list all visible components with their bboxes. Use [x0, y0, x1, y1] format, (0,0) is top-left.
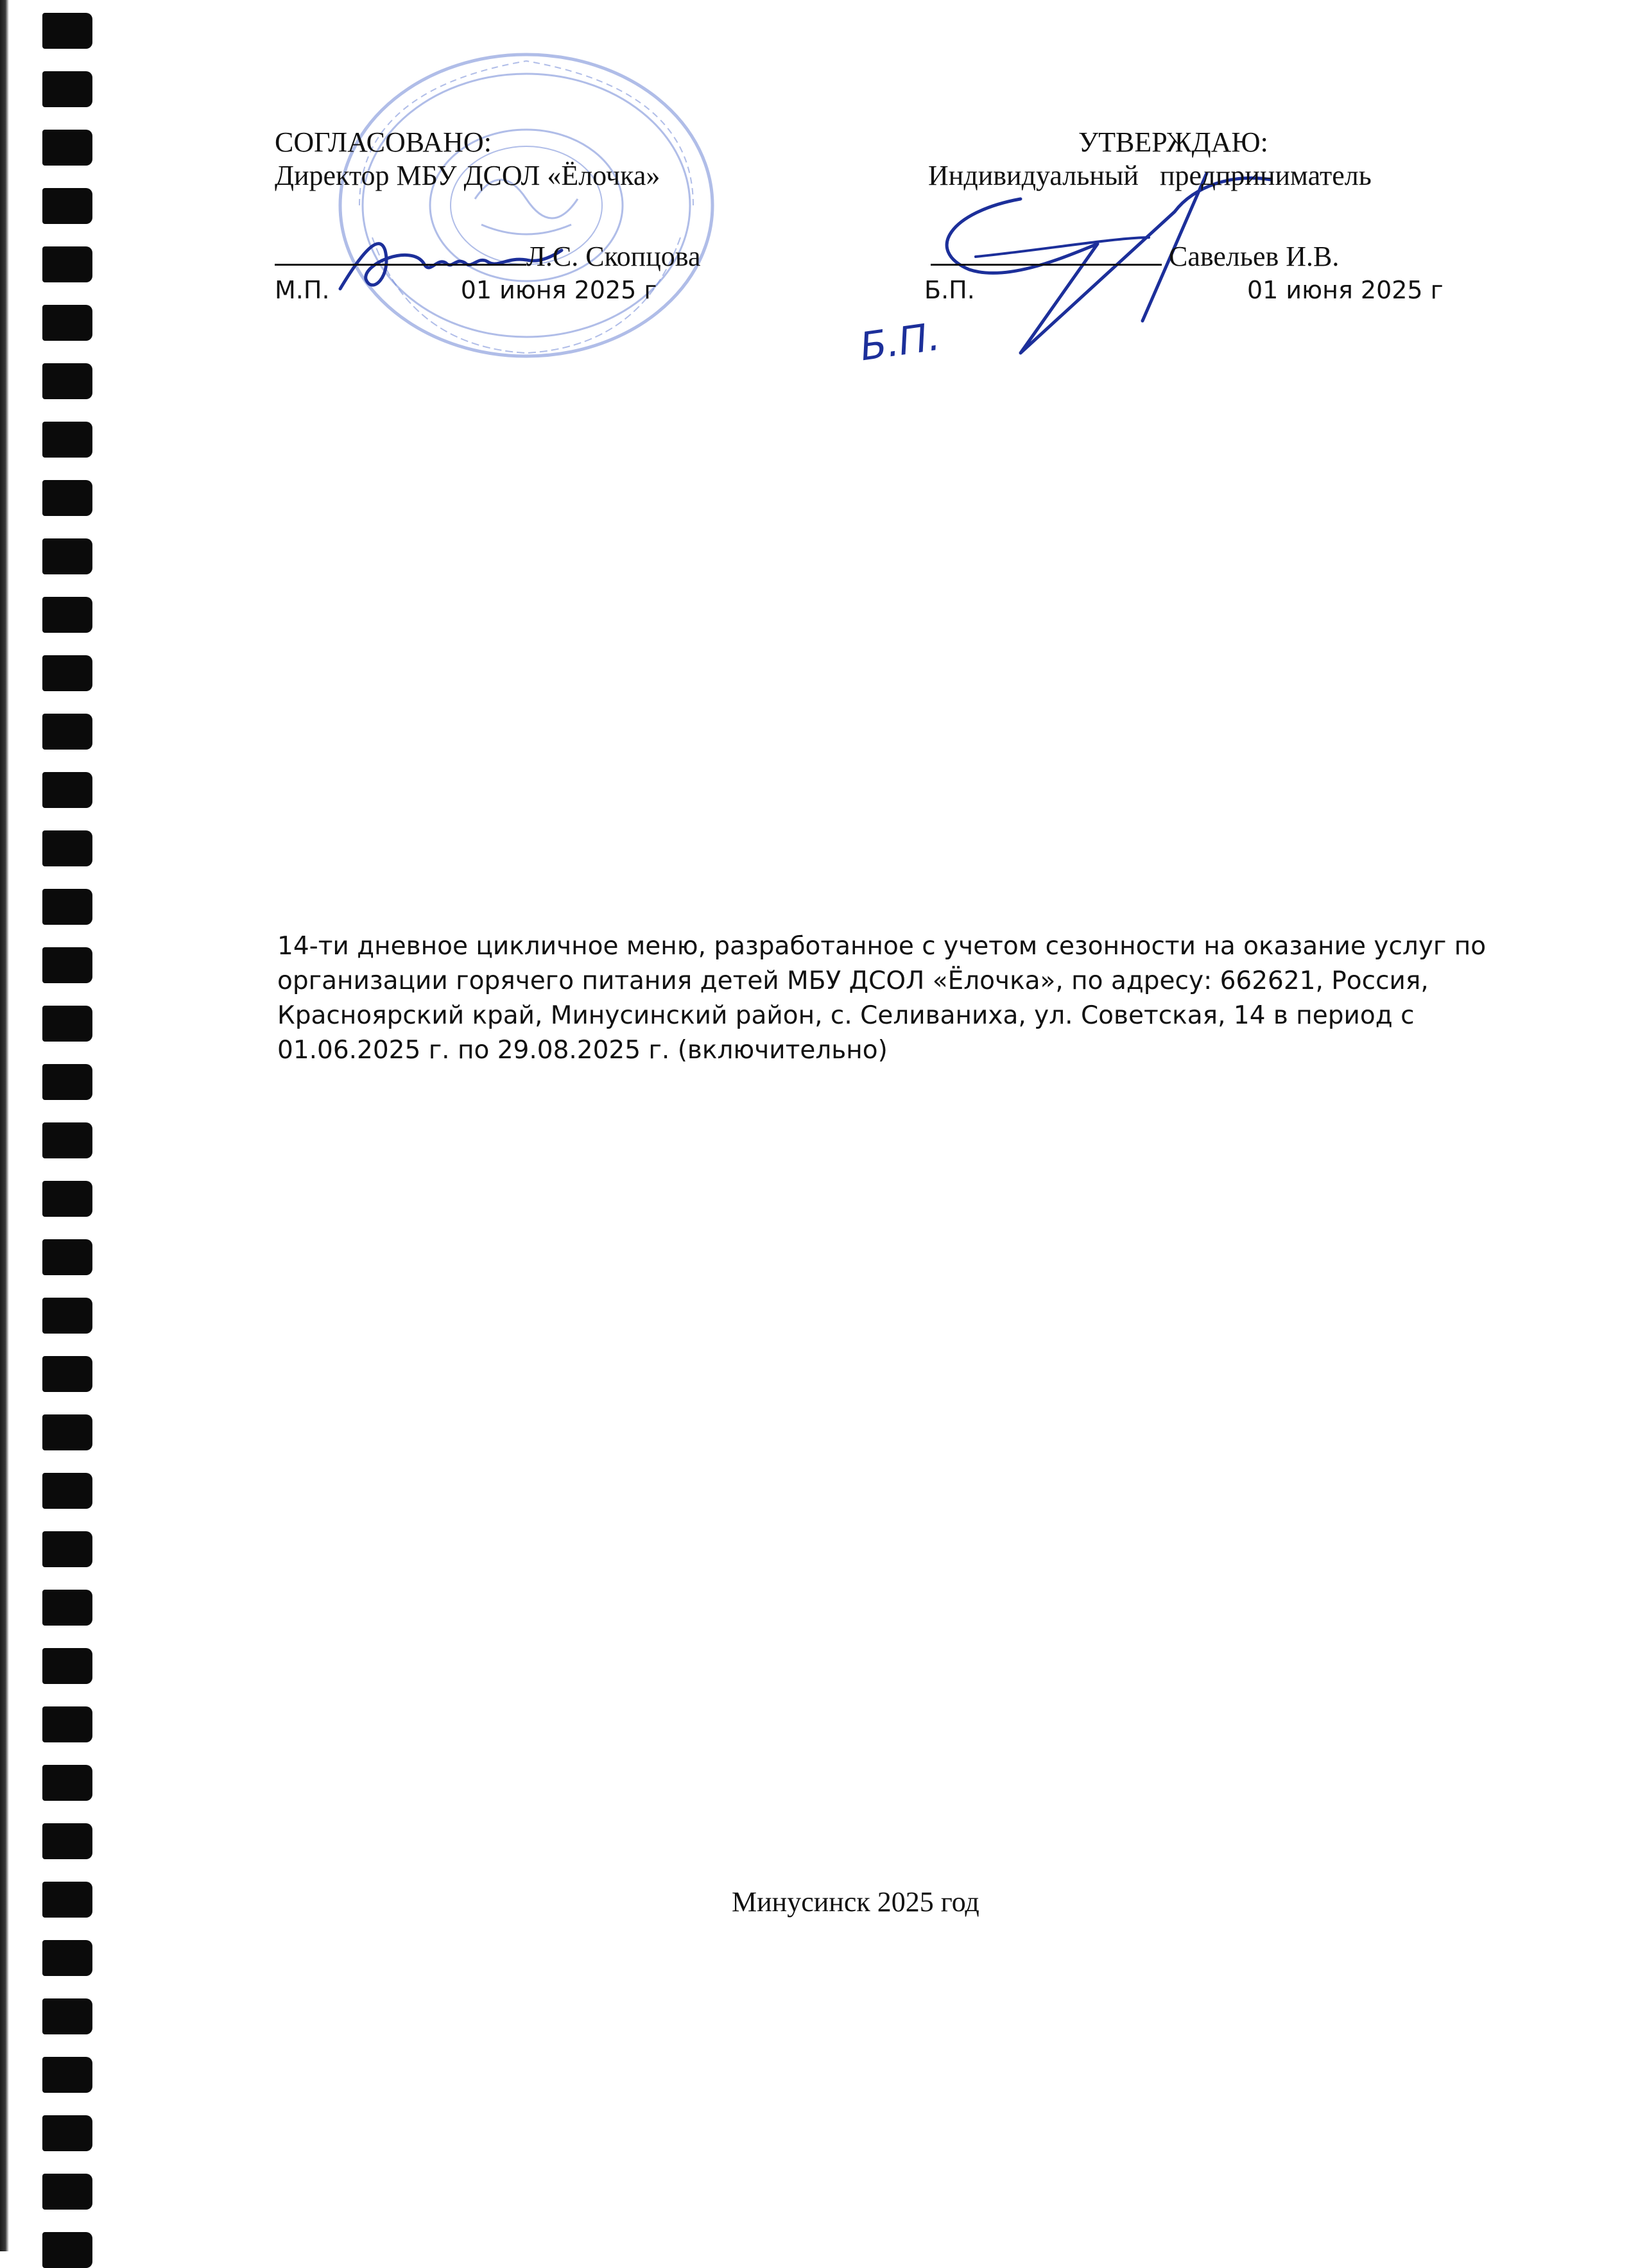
binding-hole: [42, 188, 92, 224]
binding-hole: [42, 1590, 92, 1626]
binding-hole: [42, 422, 92, 458]
binding-hole: [42, 71, 92, 107]
binding-hole: [42, 2057, 92, 2093]
signature-underline-right: [931, 241, 1162, 266]
approval-signature-line-left: [275, 240, 763, 273]
description-line: организации горячего питания детей МБУ ДСОЛ «Ёлочка», по адресу: 662621, Россия,: [277, 966, 1429, 995]
binding-hole: [42, 1765, 92, 1801]
binding-hole: [42, 1648, 92, 1684]
binding-hole: [42, 538, 92, 574]
binding-hole: [42, 2174, 92, 2210]
approval-date-right: 01 июня 2025 г: [1247, 276, 1444, 304]
approval-signature-line-right: [886, 240, 1463, 273]
binding-hole: [42, 830, 92, 866]
handwritten-note: Б.П.: [857, 314, 943, 370]
signature-underline-left: [275, 241, 526, 266]
binding-hole: [42, 1239, 92, 1275]
binding-hole: [42, 1356, 92, 1392]
binding-hole: [42, 305, 92, 341]
binding-hole: [42, 1940, 92, 1976]
binding-hole: [42, 480, 92, 516]
approval-name-left: Л.С. Скопцова: [526, 241, 701, 272]
binding-hole: [42, 1706, 92, 1742]
binding-hole: [42, 1414, 92, 1450]
binding-hole: [42, 1998, 92, 2034]
binding-hole: [42, 363, 92, 399]
description-line: 01.06.2025 г. по 29.08.2025 г. (включительно): [277, 1036, 888, 1065]
document-description: [277, 929, 1535, 1068]
binding-edge: [0, 0, 9, 2251]
approval-heading-right: УТВЕРЖДАЮ:: [1078, 126, 1268, 158]
approval-seal-row-right: [886, 273, 1463, 307]
approval-block-right: [886, 126, 1463, 307]
binding-hole: [42, 1882, 92, 1918]
description-line: Красноярский край, Минусинский район, с. Селиваниха, ул. Советская, 14 в период с: [277, 1001, 1415, 1030]
binding-hole: [42, 889, 92, 925]
binding-hole: [42, 246, 92, 282]
binding-hole: [42, 1122, 92, 1158]
binding-hole: [42, 1531, 92, 1567]
binding-hole: [42, 1181, 92, 1217]
binding-hole: [42, 1064, 92, 1100]
approval-position-right: Индивидуальный предприниматель: [928, 160, 1372, 191]
footer-place-year: Минусинск 2025 год: [732, 1886, 979, 1918]
binding-hole: [42, 947, 92, 983]
binding-hole: [42, 2232, 92, 2268]
binding-hole: [42, 714, 92, 750]
description-line: 14-ти дневное цикличное меню, разработанное с учетом сезонности на оказание услуг по: [277, 932, 1487, 961]
binding-hole: [42, 655, 92, 691]
binding-hole: [42, 597, 92, 633]
binding-hole: [42, 1473, 92, 1509]
binding-hole: [42, 2115, 92, 2151]
binding-hole: [42, 772, 92, 808]
approval-heading-left: СОГЛАСОВАНО:: [275, 126, 492, 158]
approval-seal-row-left: [275, 273, 763, 307]
binding-hole: [42, 130, 92, 166]
approval-block-left: [275, 126, 763, 307]
binding-hole: [42, 13, 92, 49]
approval-position-left: Директор МБУ ДСОЛ «Ёлочка»: [275, 160, 660, 191]
seal-mark-left: М.П.: [275, 276, 330, 304]
binding-hole: [42, 1298, 92, 1334]
approval-date-left: 01 июня 2025 г: [460, 276, 657, 304]
binding-hole: [42, 1823, 92, 1859]
spiral-binding: [0, 0, 96, 2251]
binding-hole: [42, 1006, 92, 1042]
approval-name-right: Савельев И.В.: [1169, 241, 1340, 272]
seal-mark-right: Б.П.: [924, 276, 975, 304]
